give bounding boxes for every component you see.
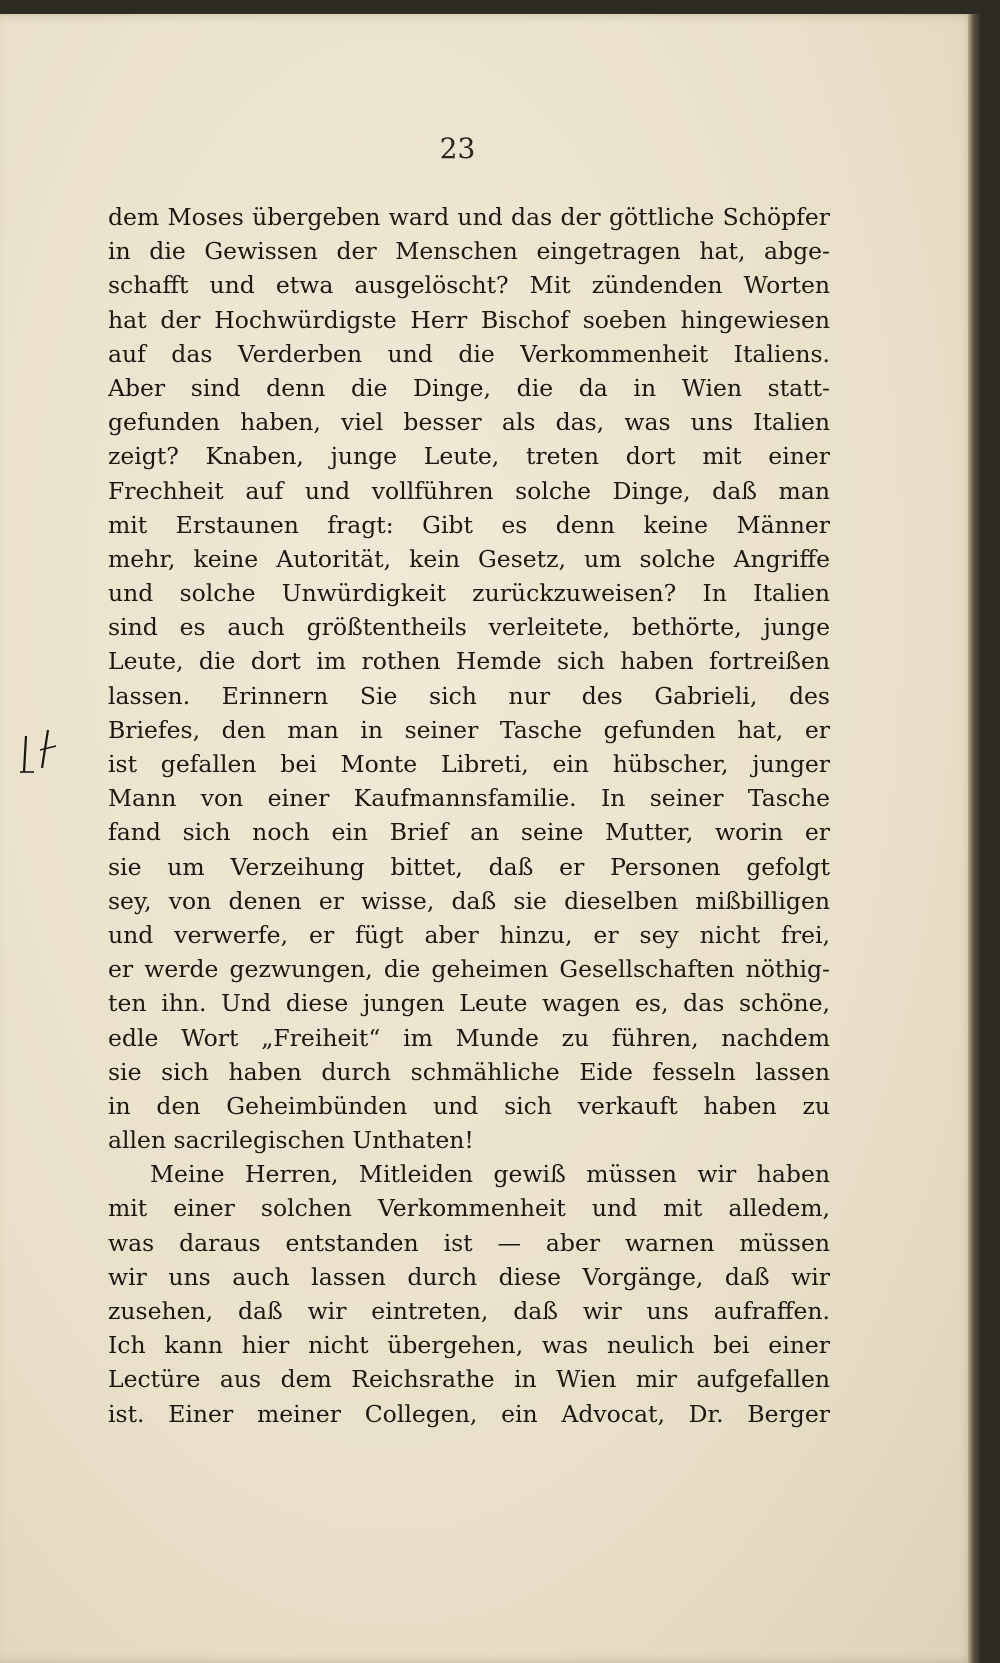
page-number: 23 [439,132,476,165]
text-line: Frechheit auf und vollführen solche Dinge, daß man [108,476,830,505]
book-page-edge [968,14,982,1663]
text-line: dem Moses übergeben ward und das der göttliche Schöpfer [108,203,830,231]
body-text [108,200,830,1431]
text-line: was daraus entstanden ist — aber warnen müssen [108,1228,830,1257]
text-line: ist gefallen bei Monte Libreti, ein hübscher, junger [108,750,830,778]
text-line: Mann von einer Kaufmannsfamilie. In seiner Tasche [108,784,830,813]
text-line: fand sich noch ein Brief an seine Mutter, worin er [108,818,830,847]
text-line: in die Gewissen der Menschen eingetragen hat, abge- [108,237,830,266]
text-line: Meine Herren, Mitleiden gewiß müssen wir haben [150,1160,830,1189]
text-line: ten ihn. Und diese jungen Leute wagen es, das schöne, [108,989,830,1018]
text-line: zusehen, daß wir eintreten, daß wir uns aufraffen. [108,1297,830,1325]
text-line: mit Erstaunen fragt: Gibt es denn keine Männer [108,510,830,539]
handwritten-margin-mark [18,728,62,778]
text-line: lassen. Erinnern Sie sich nur des Gabrieli, des [108,681,830,710]
text-line: Lectüre aus dem Reichsrathe in Wien mir aufgefallen [108,1365,830,1394]
text-line: mit einer solchen Verkommenheit und mit alledem, [108,1194,830,1223]
text-line: hat der Hochwürdigste Herr Bischof soeben hingewiesen [108,305,830,334]
text-line: edle Wort „Freiheit“ im Munde zu führen, nachdem [108,1023,830,1052]
text-line: sie sich haben durch schmähliche Eide fesseln lassen [108,1057,830,1086]
text-line: sey, von denen er wisse, daß sie dieselben mißbilligen [108,886,830,915]
text-line: ist. Einer meiner Collegen, ein Advocat, Dr. Berger [108,1399,830,1428]
text-line: allen sacrilegischen Unthaten! [108,1126,474,1155]
text-line: zeigt? Knaben, junge Leute, treten dort mit einer [108,442,830,471]
text-line: und solche Unwürdigkeit zurückzuweisen? In Italien [108,579,830,608]
text-line: mehr, keine Autorität, kein Gesetz, um solche Angriffe [108,544,830,573]
text-line: Leute, die dort im rothen Hemde sich haben fortreißen [108,647,830,676]
text-line: er werde gezwungen, die geheimen Gesellschaften nöthig- [108,955,830,984]
text-line: und verwerfe, er fügt aber hinzu, er sey nicht frei, [108,920,830,949]
text-line: Briefes, den man in seiner Tasche gefunden hat, er [108,715,830,744]
text-line: Aber sind denn die Dinge, die da in Wien statt- [108,373,830,402]
text-line: Ich kann hier nicht übergehen, was neulich bei einer [108,1331,830,1360]
text-line: auf das Verderben und die Verkommenheit Italiens. [108,339,830,368]
text-line: in den Geheimbünden und sich verkauft haben zu [108,1091,830,1120]
text-line: sind es auch größtentheils verleitete, bethörte, junge [108,613,830,642]
text-line: schafft und etwa ausgelöscht? Mit zündenden Worten [108,271,830,300]
text-line: sie um Verzeihung bittet, daß er Personen gefolgt [108,852,830,881]
book-page [0,14,975,1663]
text-line: wir uns auch lassen durch diese Vorgänge, daß wir [108,1262,830,1291]
text-line: gefunden haben, viel besser als das, was uns Italien [108,408,830,437]
